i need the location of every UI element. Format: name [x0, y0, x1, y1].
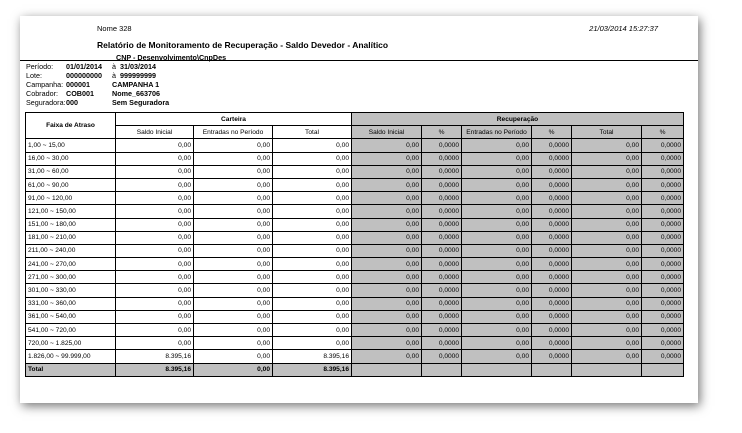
recuperacao-cell: 0,0000: [642, 231, 684, 244]
range-cell: 151,00 ~ 180,00: [26, 218, 116, 231]
recuperacao-cell: 0,00: [572, 192, 642, 205]
total-empty-cell: [572, 363, 642, 376]
recuperacao-cell: 0,00: [462, 324, 532, 337]
filter-sep: à: [112, 71, 116, 80]
range-cell: 31,00 ~ 60,00: [26, 165, 116, 178]
recuperacao-cell: 0,0000: [642, 337, 684, 350]
carteira-cell: 0,00: [194, 152, 273, 165]
recuperacao-cell: 0,0000: [532, 258, 572, 271]
recuperacao-cell: 0,0000: [642, 271, 684, 284]
report-datetime: 21/03/2014 15:27:37: [589, 24, 658, 33]
range-cell: 271,00 ~ 300,00: [26, 271, 116, 284]
recuperacao-cell: 0,00: [462, 258, 532, 271]
filter-code: COB001: [66, 89, 94, 98]
recuperacao-cell: 0,00: [462, 350, 532, 363]
recuperacao-cell: 0,0000: [422, 258, 462, 271]
carteira-cell: 0,00: [273, 165, 352, 178]
total-cell: 0,00: [194, 363, 273, 376]
recuperacao-cell: 0,00: [462, 271, 532, 284]
recuperacao-cell: 0,0000: [532, 324, 572, 337]
table-row: [26, 152, 684, 165]
filter-from: 01/01/2014: [66, 62, 102, 71]
filter-code: 000001: [66, 80, 90, 89]
carteira-cell: 0,00: [116, 165, 194, 178]
report-name: Nome 328: [97, 24, 132, 33]
recuperacao-cell: 0,00: [572, 165, 642, 178]
carteira-cell: 0,00: [273, 218, 352, 231]
column-header: %: [422, 126, 462, 139]
range-cell: 241,00 ~ 270,00: [26, 258, 116, 271]
table-row: [26, 139, 684, 152]
filter-sep: à: [112, 62, 116, 71]
recuperacao-cell: 0,0000: [422, 297, 462, 310]
carteira-cell: 0,00: [116, 337, 194, 350]
range-cell: 211,00 ~ 240,00: [26, 244, 116, 257]
filter-label: Seguradora:: [26, 98, 66, 107]
carteira-cell: 8.395,16: [116, 350, 194, 363]
recuperacao-cell: 0,00: [462, 337, 532, 350]
recuperacao-cell: 0,00: [572, 310, 642, 323]
carteira-cell: 0,00: [116, 271, 194, 284]
filter-campanha: [26, 80, 169, 89]
recuperacao-cell: 0,00: [572, 324, 642, 337]
recuperacao-cell: 0,0000: [642, 297, 684, 310]
recuperacao-cell: 0,00: [572, 284, 642, 297]
recuperacao-cell: 0,00: [462, 178, 532, 191]
recuperacao-cell: 0,00: [462, 231, 532, 244]
filter-from: 000000000: [66, 71, 102, 80]
carteira-cell: 0,00: [273, 337, 352, 350]
recuperacao-cell: 0,0000: [422, 192, 462, 205]
filter-label: Período:: [26, 62, 54, 71]
table-row: [26, 324, 684, 337]
column-header: %: [532, 126, 572, 139]
carteira-cell: 0,00: [273, 178, 352, 191]
recuperacao-cell: 0,0000: [422, 350, 462, 363]
recuperacao-cell: 0,00: [462, 218, 532, 231]
table-row: [26, 271, 684, 284]
range-cell: 16,00 ~ 30,00: [26, 152, 116, 165]
carteira-cell: 0,00: [116, 218, 194, 231]
carteira-cell: 0,00: [116, 178, 194, 191]
column-header: Total: [273, 126, 352, 139]
column-header: Entradas no Período: [194, 126, 273, 139]
carteira-cell: 0,00: [273, 205, 352, 218]
recuperacao-cell: 0,00: [572, 337, 642, 350]
range-cell: 181,00 ~ 210,00: [26, 231, 116, 244]
recuperacao-cell: 0,00: [462, 284, 532, 297]
total-empty-cell: [532, 363, 572, 376]
recuperacao-cell: 0,00: [572, 178, 642, 191]
total-cell: 8.395,16: [116, 363, 194, 376]
recuperacao-cell: 0,0000: [532, 271, 572, 284]
carteira-cell: 0,00: [273, 297, 352, 310]
carteira-cell: 0,00: [194, 271, 273, 284]
column-header: Saldo Inicial: [116, 126, 194, 139]
filter-seguradora: [26, 98, 169, 107]
report-title: Relatório de Monitoramento de Recuperação - Saldo Devedor - Analítico: [97, 40, 389, 50]
recuperacao-cell: 0,0000: [422, 284, 462, 297]
carteira-cell: 0,00: [116, 139, 194, 152]
range-cell: 1,00 ~ 15,00: [26, 139, 116, 152]
range-cell: 541,00 ~ 720,00: [26, 324, 116, 337]
column-header: Entradas no Período: [462, 126, 532, 139]
carteira-cell: 0,00: [116, 310, 194, 323]
table-row: [26, 297, 684, 310]
recuperacao-cell: 0,00: [572, 271, 642, 284]
filter-value: Nome_663706: [112, 89, 160, 98]
recuperacao-cell: 0,0000: [642, 139, 684, 152]
carteira-cell: 0,00: [194, 192, 273, 205]
recuperacao-cell: 0,0000: [532, 192, 572, 205]
recuperacao-cell: 0,0000: [422, 244, 462, 257]
recuperacao-cell: 0,0000: [532, 231, 572, 244]
range-cell: 61,00 ~ 90,00: [26, 178, 116, 191]
recuperacao-cell: 0,00: [572, 258, 642, 271]
recuperacao-cell: 0,0000: [642, 284, 684, 297]
recuperacao-cell: 0,0000: [642, 350, 684, 363]
carteira-cell: 0,00: [273, 244, 352, 257]
recuperacao-cell: 0,00: [572, 205, 642, 218]
recuperacao-cell: 0,0000: [642, 205, 684, 218]
recuperacao-cell: 0,0000: [422, 310, 462, 323]
filter-to: 999999999: [120, 71, 156, 80]
range-cell: 91,00 ~ 120,00: [26, 192, 116, 205]
recuperacao-cell: 0,00: [352, 271, 422, 284]
carteira-cell: 0,00: [116, 231, 194, 244]
range-cell: 121,00 ~ 150,00: [26, 205, 116, 218]
carteira-cell: 0,00: [273, 192, 352, 205]
filter-value: CAMPANHA 1: [112, 80, 160, 89]
carteira-cell: 0,00: [194, 178, 273, 191]
carteira-cell: 0,00: [194, 244, 273, 257]
table-row: [26, 244, 684, 257]
recuperacao-cell: 0,0000: [422, 165, 462, 178]
carteira-cell: 0,00: [273, 324, 352, 337]
total-label: Total: [26, 363, 116, 376]
table-row: [26, 218, 684, 231]
recuperacao-cell: 0,00: [462, 310, 532, 323]
recuperacao-cell: 0,00: [352, 337, 422, 350]
recuperacao-cell: 0,0000: [642, 178, 684, 191]
table-row: [26, 258, 684, 271]
range-cell: 1.826,00 ~ 99.999,00: [26, 350, 116, 363]
recuperacao-cell: 0,00: [572, 152, 642, 165]
recuperacao-cell: 0,0000: [642, 310, 684, 323]
filter-block: [26, 62, 169, 107]
carteira-cell: 0,00: [194, 297, 273, 310]
table-row: [26, 231, 684, 244]
carteira-cell: 0,00: [273, 139, 352, 152]
carteira-cell: 0,00: [194, 337, 273, 350]
range-cell: 331,00 ~ 360,00: [26, 297, 116, 310]
recuperacao-cell: 0,0000: [532, 297, 572, 310]
recuperacao-cell: 0,0000: [422, 152, 462, 165]
recuperacao-cell: 0,00: [572, 218, 642, 231]
recuperacao-header: Recuperação: [352, 113, 684, 126]
recuperacao-cell: 0,0000: [422, 337, 462, 350]
table-row: [26, 178, 684, 191]
recuperacao-cell: 0,00: [352, 324, 422, 337]
recuperacao-cell: 0,00: [352, 165, 422, 178]
filter-periodo: [26, 62, 169, 71]
recuperacao-cell: 0,00: [462, 192, 532, 205]
recuperacao-cell: 0,00: [352, 310, 422, 323]
carteira-cell: 0,00: [194, 324, 273, 337]
carteira-cell: 0,00: [116, 152, 194, 165]
recuperacao-cell: 0,0000: [532, 139, 572, 152]
recuperacao-cell: 0,00: [572, 244, 642, 257]
recovery-table: [25, 112, 684, 377]
recuperacao-cell: 0,00: [352, 297, 422, 310]
recuperacao-cell: 0,0000: [532, 178, 572, 191]
carteira-cell: 0,00: [194, 218, 273, 231]
recuperacao-cell: 0,00: [352, 192, 422, 205]
carteira-header: Carteira: [116, 113, 352, 126]
table-body: [26, 139, 684, 376]
carteira-cell: 0,00: [194, 350, 273, 363]
table-row: [26, 350, 684, 363]
recuperacao-cell: 0,0000: [642, 218, 684, 231]
total-cell: 8.395,16: [273, 363, 352, 376]
column-header: Saldo Inicial: [352, 126, 422, 139]
carteira-cell: 0,00: [194, 231, 273, 244]
total-empty-cell: [642, 363, 684, 376]
filter-value: Sem Seguradora: [112, 98, 170, 107]
column-header: %: [642, 126, 684, 139]
recuperacao-cell: 0,00: [352, 284, 422, 297]
recuperacao-cell: 0,00: [572, 297, 642, 310]
recuperacao-cell: 0,0000: [532, 152, 572, 165]
carteira-cell: 0,00: [273, 310, 352, 323]
filter-label: Cobrador:: [26, 89, 58, 98]
column-header: Total: [572, 126, 642, 139]
filter-label: Campanha:: [26, 80, 64, 89]
recuperacao-cell: 0,0000: [422, 139, 462, 152]
carteira-cell: 0,00: [194, 258, 273, 271]
recuperacao-cell: 0,00: [572, 231, 642, 244]
filter-to: 31/03/2014: [120, 62, 156, 71]
recuperacao-cell: 0,0000: [642, 258, 684, 271]
recuperacao-cell: 0,0000: [422, 205, 462, 218]
range-header: Faixa de Atraso: [26, 113, 116, 139]
recuperacao-cell: 0,00: [572, 139, 642, 152]
recuperacao-cell: 0,00: [352, 258, 422, 271]
carteira-cell: 0,00: [116, 192, 194, 205]
recuperacao-cell: 0,0000: [422, 271, 462, 284]
carteira-cell: 0,00: [194, 310, 273, 323]
carteira-cell: 0,00: [273, 231, 352, 244]
recuperacao-cell: 0,00: [462, 205, 532, 218]
recuperacao-cell: 0,0000: [532, 284, 572, 297]
filter-lote: [26, 71, 169, 80]
filter-cobrador: [26, 89, 169, 98]
filter-code: 000: [66, 98, 78, 107]
recuperacao-cell: 0,00: [462, 244, 532, 257]
table-row: [26, 192, 684, 205]
carteira-cell: 0,00: [116, 297, 194, 310]
total-row: [26, 363, 684, 376]
total-empty-cell: [462, 363, 532, 376]
recuperacao-cell: 0,00: [572, 350, 642, 363]
carteira-cell: 0,00: [273, 284, 352, 297]
filter-label: Lote:: [26, 71, 42, 80]
carteira-cell: 0,00: [116, 324, 194, 337]
carteira-cell: 0,00: [194, 284, 273, 297]
carteira-cell: 0,00: [194, 139, 273, 152]
table-row: [26, 284, 684, 297]
recuperacao-cell: 0,0000: [642, 165, 684, 178]
recuperacao-cell: 0,00: [352, 139, 422, 152]
carteira-cell: 0,00: [194, 165, 273, 178]
carteira-cell: 0,00: [273, 271, 352, 284]
carteira-cell: 0,00: [116, 258, 194, 271]
recuperacao-cell: 0,0000: [532, 337, 572, 350]
table-row: [26, 337, 684, 350]
recuperacao-cell: 0,00: [352, 218, 422, 231]
recuperacao-cell: 0,0000: [642, 324, 684, 337]
recuperacao-cell: 0,0000: [422, 324, 462, 337]
recuperacao-cell: 0,00: [462, 152, 532, 165]
table-row: [26, 310, 684, 323]
total-empty-cell: [352, 363, 422, 376]
recuperacao-cell: 0,00: [352, 231, 422, 244]
recuperacao-cell: 0,00: [352, 350, 422, 363]
range-cell: 720,00 ~ 1.825,00: [26, 337, 116, 350]
carteira-cell: 8.395,16: [273, 350, 352, 363]
recuperacao-cell: 0,00: [462, 297, 532, 310]
carteira-cell: 0,00: [116, 284, 194, 297]
carteira-cell: 0,00: [116, 205, 194, 218]
carteira-cell: 0,00: [116, 244, 194, 257]
header-divider: [20, 60, 698, 61]
recuperacao-cell: 0,00: [462, 165, 532, 178]
range-cell: 301,00 ~ 330,00: [26, 284, 116, 297]
recuperacao-cell: 0,00: [352, 244, 422, 257]
recuperacao-cell: 0,0000: [642, 192, 684, 205]
carteira-cell: 0,00: [194, 205, 273, 218]
recuperacao-cell: 0,0000: [422, 231, 462, 244]
carteira-cell: 0,00: [273, 258, 352, 271]
table-row: [26, 205, 684, 218]
table-row: [26, 165, 684, 178]
recuperacao-cell: 0,0000: [642, 244, 684, 257]
recuperacao-cell: 0,0000: [422, 218, 462, 231]
report-subtitle: CNP - Desenvolvimento\CnpDes: [116, 53, 227, 62]
recuperacao-cell: 0,0000: [532, 350, 572, 363]
recuperacao-cell: 0,0000: [532, 310, 572, 323]
recuperacao-cell: 0,0000: [532, 218, 572, 231]
recuperacao-cell: 0,0000: [532, 165, 572, 178]
recuperacao-cell: 0,00: [462, 139, 532, 152]
recuperacao-cell: 0,0000: [532, 244, 572, 257]
range-cell: 361,00 ~ 540,00: [26, 310, 116, 323]
report-sheet: [20, 16, 698, 403]
carteira-cell: 0,00: [273, 152, 352, 165]
recuperacao-cell: 0,0000: [642, 152, 684, 165]
recuperacao-cell: 0,0000: [532, 205, 572, 218]
recuperacao-cell: 0,00: [352, 178, 422, 191]
recuperacao-cell: 0,0000: [422, 178, 462, 191]
total-empty-cell: [422, 363, 462, 376]
recuperacao-cell: 0,00: [352, 205, 422, 218]
recuperacao-cell: 0,00: [352, 152, 422, 165]
